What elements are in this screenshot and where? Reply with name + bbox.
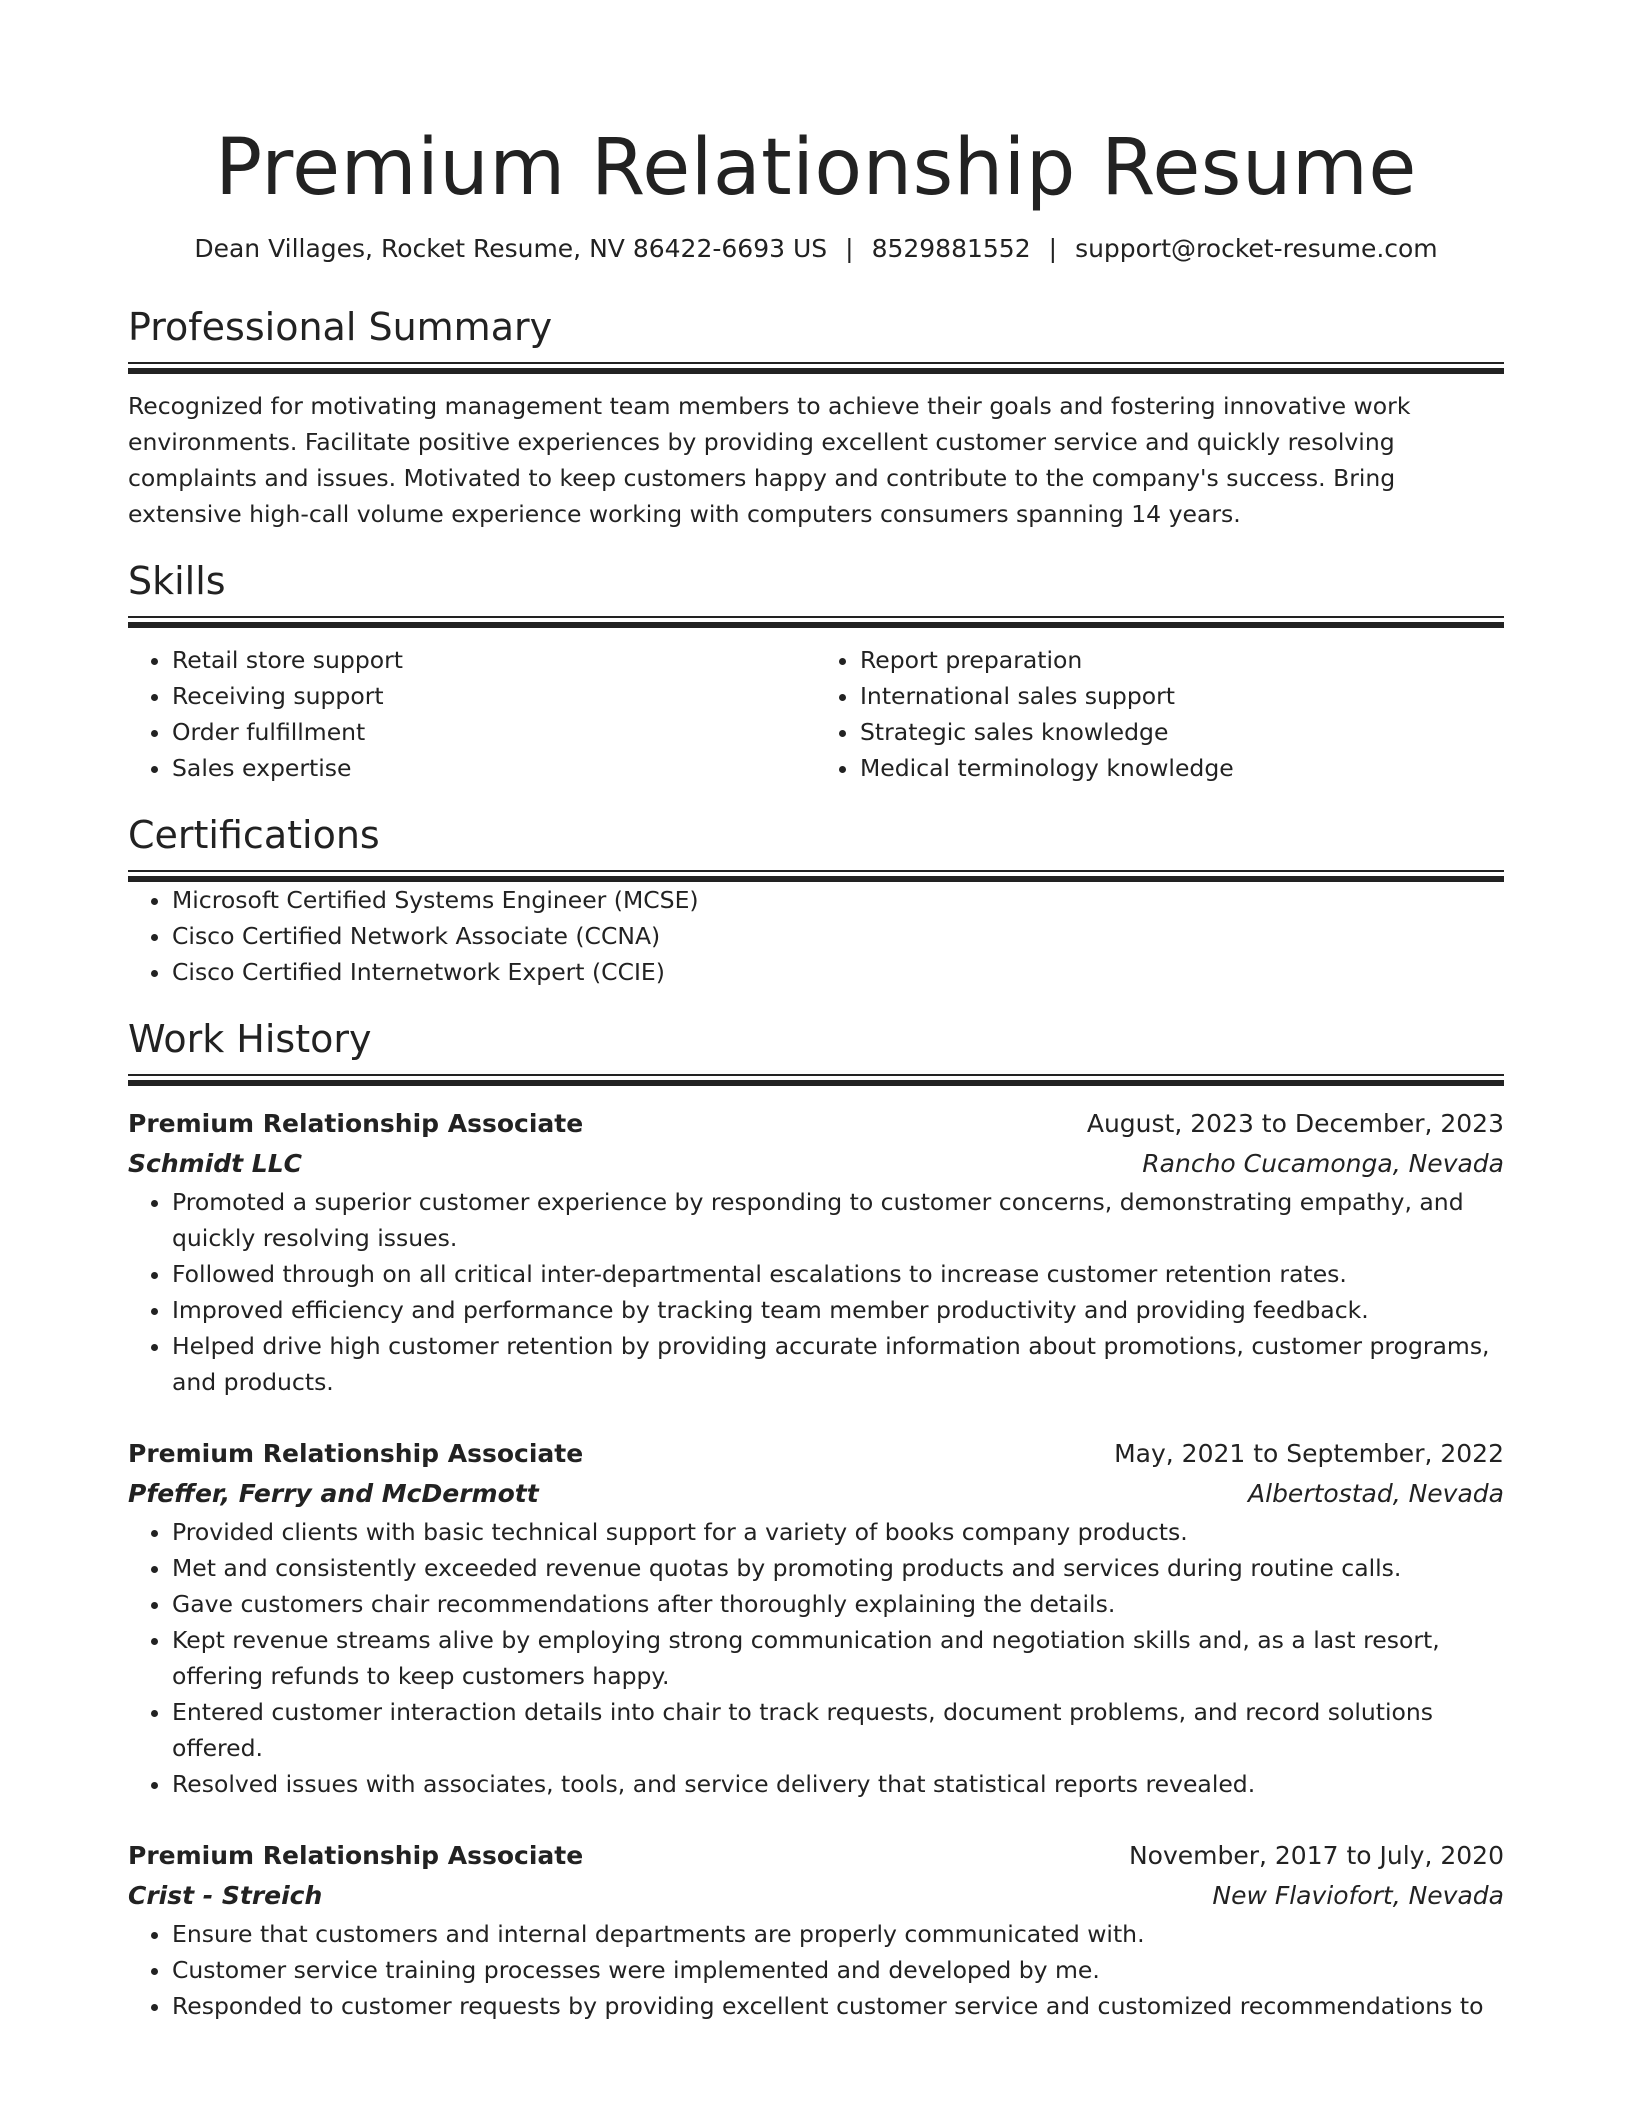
contact-separator: | <box>845 234 854 263</box>
job-bullet: • Entered customer interaction details into chair to track requests, document problems, and record solutions offered. <box>172 1694 1504 1766</box>
skill-item: • Order fulfillment <box>172 714 816 750</box>
skill-item: • Strategic sales knowledge <box>860 714 1504 750</box>
job-company-row <box>128 1144 1504 1184</box>
job-entry <box>128 1836 1504 2024</box>
skills-list-right <box>816 642 1504 786</box>
job-dates: November, 2017 to July, 2020 <box>1128 1841 1504 1870</box>
contact-email[interactable]: support@rocket-resume.com <box>1075 234 1438 263</box>
contact-separator: | <box>1048 234 1058 263</box>
job-company: Crist - Streich <box>128 1881 323 1910</box>
job-header-row <box>128 1104 1504 1144</box>
job-bullet-list <box>128 1514 1504 1802</box>
work-history-section <box>128 1016 1504 2024</box>
certifications-section <box>128 812 1504 990</box>
job-company: Schmidt LLC <box>128 1149 302 1178</box>
job-bullet: • Improved efficiency and performance by tracking team member productivity and providing feedback. <box>172 1292 1504 1328</box>
job-dates: August, 2023 to December, 2023 <box>1086 1109 1504 1138</box>
job-bullet: • Helped drive high customer retention by providing accurate information about promotions, customer programs, and products. <box>172 1328 1504 1400</box>
job-bullet: • Ensure that customers and internal departments are properly communicated with. <box>172 1916 1504 1952</box>
certification-item: • Microsoft Certified Systems Engineer (MCSE) <box>172 882 1504 918</box>
job-bullet-list <box>128 1184 1504 1400</box>
job-bullet: • Followed through on all critical inter-departmental escalations to increase customer retention rates. <box>172 1256 1504 1292</box>
section-divider <box>128 1074 1504 1086</box>
summary-text: Recognized for motivating management team members to achieve their goals and fostering innovative work environments. Facilitate positive experiences by providing excellent customer service and quickly resolving complaints and issues. Motivated to keep customers happy and contribute to the company's success. Bring extensive high-call volume experience working with computers consumers spanning 14 years. <box>128 392 1411 528</box>
contact-phone: 8529881552 <box>871 234 1031 263</box>
job-bullet: • Promoted a superior customer experience by responding to customer concerns, demonstrating empathy, and quickly resolving issues. <box>172 1184 1504 1256</box>
job-company: Pfeffer, Ferry and McDermott <box>128 1479 539 1508</box>
certification-item: • Cisco Certified Internetwork Expert (CCIE) <box>172 954 1504 990</box>
job-bullet: • Kept revenue streams alive by employing strong communication and negotiation skills and, as a last resort, offering refunds to keep customers happy. <box>172 1622 1504 1694</box>
job-bullet: • Resolved issues with associates, tools, and service delivery that statistical reports revealed. <box>172 1766 1504 1802</box>
professional-summary-section <box>128 304 1504 532</box>
job-location: Albertostad, Nevada <box>1248 1479 1504 1508</box>
skills-list-left <box>128 642 816 786</box>
job-dates: May, 2021 to September, 2022 <box>1114 1439 1504 1468</box>
skill-item: • International sales support <box>860 678 1504 714</box>
job-location: Rancho Cucamonga, Nevada <box>1142 1149 1504 1178</box>
contact-line <box>128 232 1504 266</box>
job-entry <box>128 1434 1504 1802</box>
section-title-certifications: Certifications <box>128 813 380 857</box>
job-company-row <box>128 1474 1504 1514</box>
job-bullet: • Responded to customer requests by providing excellent customer service and customized recommendations to <box>172 1988 1504 2024</box>
job-header-row <box>128 1434 1504 1474</box>
job-title: Premium Relationship Associate <box>128 1439 584 1468</box>
job-title: Premium Relationship Associate <box>128 1109 584 1138</box>
skill-item: • Retail store support <box>172 642 816 678</box>
skills-columns <box>128 642 1504 786</box>
skill-item: • Sales expertise <box>172 750 816 786</box>
job-title: Premium Relationship Associate <box>128 1841 584 1870</box>
job-company-row <box>128 1876 1504 1916</box>
section-title-skills: Skills <box>128 559 226 603</box>
resume-name: Premium Relationship Resume <box>215 123 1417 213</box>
certifications-list <box>128 882 1504 990</box>
certification-item: • Cisco Certified Network Associate (CCNA) <box>172 918 1504 954</box>
skill-item: • Medical terminology knowledge <box>860 750 1504 786</box>
skills-section <box>128 558 1504 786</box>
section-divider <box>128 362 1504 374</box>
section-divider <box>128 616 1504 628</box>
skill-item: • Receiving support <box>172 678 816 714</box>
skill-item: • Report preparation <box>860 642 1504 678</box>
job-bullet: • Met and consistently exceeded revenue quotas by promoting products and services during routine calls. <box>172 1550 1504 1586</box>
section-title-work-history: Work History <box>128 1017 372 1061</box>
section-divider <box>128 870 1504 882</box>
job-location: New Flaviofort, Nevada <box>1212 1881 1504 1910</box>
job-bullet-list <box>128 1916 1504 2024</box>
job-bullet: • Provided clients with basic technical support for a variety of books company products. <box>172 1514 1504 1550</box>
job-bullet: • Customer service training processes were implemented and developed by me. <box>172 1952 1504 1988</box>
section-title-professional-summary: Professional Summary <box>128 305 553 349</box>
job-entry <box>128 1104 1504 1400</box>
job-header-row <box>128 1836 1504 1876</box>
job-bullet: • Gave customers chair recommendations after thoroughly explaining the details. <box>172 1586 1504 1622</box>
contact-address: Dean Villages, Rocket Resume, NV 86422-6693 US <box>194 234 828 263</box>
